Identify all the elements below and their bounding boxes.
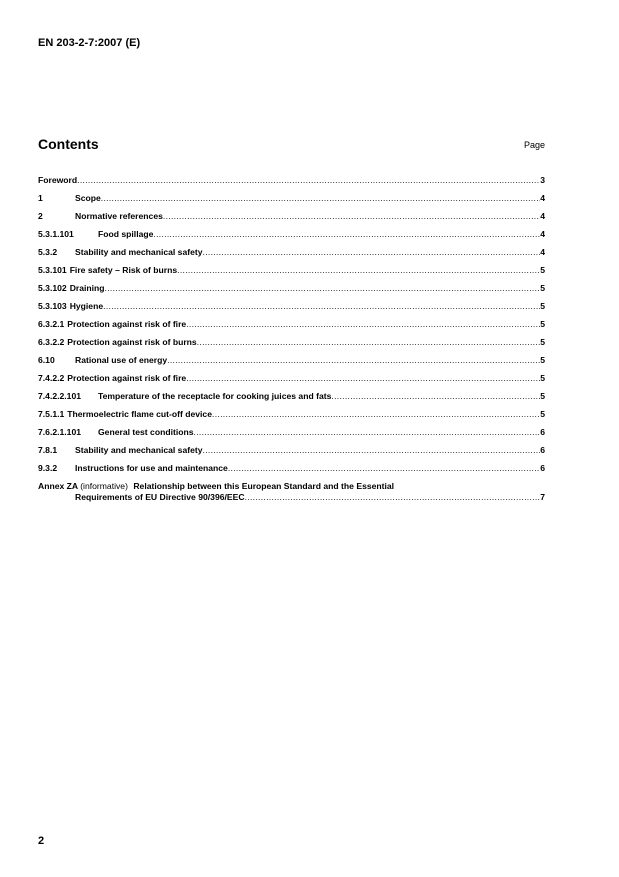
toc-entry[interactable] (38, 283, 545, 294)
annex-title-line1: Relationship between this European Standard and the Essential (133, 481, 395, 491)
toc-entry-page: 5 (540, 301, 545, 311)
dot-leader (177, 265, 540, 276)
annex-informative: (informative) (80, 481, 128, 491)
dot-leader (228, 463, 540, 474)
toc-entry-title: Hygiene (69, 301, 104, 311)
dot-leader (153, 229, 540, 240)
toc-entry-page: 5 (540, 409, 545, 419)
annex-page: 7 (540, 492, 545, 502)
toc-entry-title: Protection against risk of burns (67, 337, 197, 347)
toc-entry-number: 6.3.2.1 (38, 319, 65, 329)
toc-entry[interactable] (38, 337, 545, 348)
toc-entry-page: 3 (540, 175, 545, 185)
dot-leader (105, 283, 541, 294)
toc-entry-number: 6.3.2.2 (38, 337, 65, 347)
dot-leader (103, 301, 540, 312)
toc-entry[interactable] (38, 265, 545, 276)
toc-entry-page: 5 (540, 373, 545, 383)
toc-entry[interactable] (38, 409, 545, 420)
toc-entry-number: 2 (38, 211, 43, 221)
toc-entry[interactable] (38, 427, 545, 438)
toc-entry[interactable] (38, 355, 545, 366)
toc-entry-number: 5.3.101 (38, 265, 67, 275)
toc-entry-title: Foreword (38, 175, 78, 185)
toc-entry-number: 7.8.1 (38, 445, 58, 455)
toc-entry-number: 7.4.2.2.101 (38, 391, 82, 401)
toc-entry-title: Food spillage (98, 229, 154, 239)
toc-entry-title: Scope (75, 193, 101, 203)
toc-entry-page: 4 (540, 229, 545, 239)
dot-leader (163, 211, 540, 222)
dot-leader (212, 409, 540, 420)
dot-leader (203, 445, 541, 456)
toc-entry-number: 5.3.103 (38, 301, 67, 311)
toc-entry[interactable] (38, 373, 545, 384)
toc-entry-title: General test conditions (98, 427, 194, 437)
annex-label: Annex ZA (38, 481, 78, 491)
dot-leader (186, 373, 540, 384)
toc-entry-title: Draining (69, 283, 105, 293)
toc-entry-annex-za[interactable] (38, 481, 545, 503)
toc-entry-number: 7.4.2.2 (38, 373, 65, 383)
toc-entry-title: Protection against risk of fire (67, 373, 187, 383)
toc-entry[interactable] (38, 463, 545, 474)
toc-entry-number: 7.6.2.1.101 (38, 427, 82, 437)
toc-entry-page: 5 (540, 391, 545, 401)
toc-entry-page: 6 (540, 463, 545, 473)
dot-leader (203, 247, 541, 258)
toc-entry-number: 7.5.1.1 (38, 409, 65, 419)
toc-entry-title: Instructions for use and maintenance (75, 463, 228, 473)
toc-entry-number: 5.3.1.101 (38, 229, 74, 239)
page-column-label: Page (523, 140, 545, 150)
toc-entry-page: 4 (540, 193, 545, 203)
contents-title: Contents (38, 136, 99, 152)
toc-entry[interactable] (38, 301, 545, 312)
toc-entry[interactable] (38, 319, 545, 330)
table-of-contents (38, 175, 545, 503)
dot-leader (186, 319, 540, 330)
toc-entry-page: 6 (540, 445, 545, 455)
toc-entry[interactable] (38, 175, 545, 186)
toc-entry-number: 1 (38, 193, 43, 203)
toc-entry[interactable] (38, 211, 545, 222)
toc-entry-title: Protection against risk of fire (67, 319, 187, 329)
toc-entry-page: 5 (540, 319, 545, 329)
toc-entry-title: Stability and mechanical safety (75, 247, 203, 257)
toc-entry-page: 6 (540, 427, 545, 437)
dot-leader (245, 492, 541, 503)
toc-entry[interactable] (38, 247, 545, 258)
toc-entry-page: 5 (540, 337, 545, 347)
toc-entry-number: 5.3.102 (38, 283, 67, 293)
toc-entry-title: Fire safety – Risk of burns (69, 265, 178, 275)
dot-leader (77, 175, 540, 186)
toc-entry-page: 5 (540, 355, 545, 365)
document-id: EN 203-2-7:2007 (E) (38, 37, 141, 49)
toc-entry-title: Normative references (75, 211, 163, 221)
toc-entry[interactable] (38, 229, 545, 240)
toc-entry-page: 5 (540, 283, 545, 293)
toc-entry-title: Temperature of the receptacle for cooking juices and fats (98, 391, 332, 401)
annex-title-line2: Requirements of EU Directive 90/396/EEC (75, 492, 245, 502)
toc-entry-number: 6.10 (38, 355, 55, 365)
toc-entry[interactable] (38, 193, 545, 204)
dot-leader (167, 355, 540, 366)
toc-entry-number: 9.3.2 (38, 463, 58, 473)
dot-leader (101, 193, 540, 204)
dot-leader (197, 337, 541, 348)
dot-leader (194, 427, 541, 438)
toc-entry-page: 4 (540, 247, 545, 257)
toc-entry[interactable] (38, 391, 545, 402)
toc-entry-title: Stability and mechanical safety (75, 445, 203, 455)
toc-entry-number: 5.3.2 (38, 247, 58, 257)
toc-entry[interactable] (38, 445, 545, 456)
toc-entry-page: 4 (540, 211, 545, 221)
page-number: 2 (38, 835, 45, 847)
toc-entry-title: Rational use of energy (75, 355, 168, 365)
toc-entry-page: 5 (540, 265, 545, 275)
toc-entry-title: Thermoelectric flame cut-off device (67, 409, 212, 419)
dot-leader (331, 391, 540, 402)
